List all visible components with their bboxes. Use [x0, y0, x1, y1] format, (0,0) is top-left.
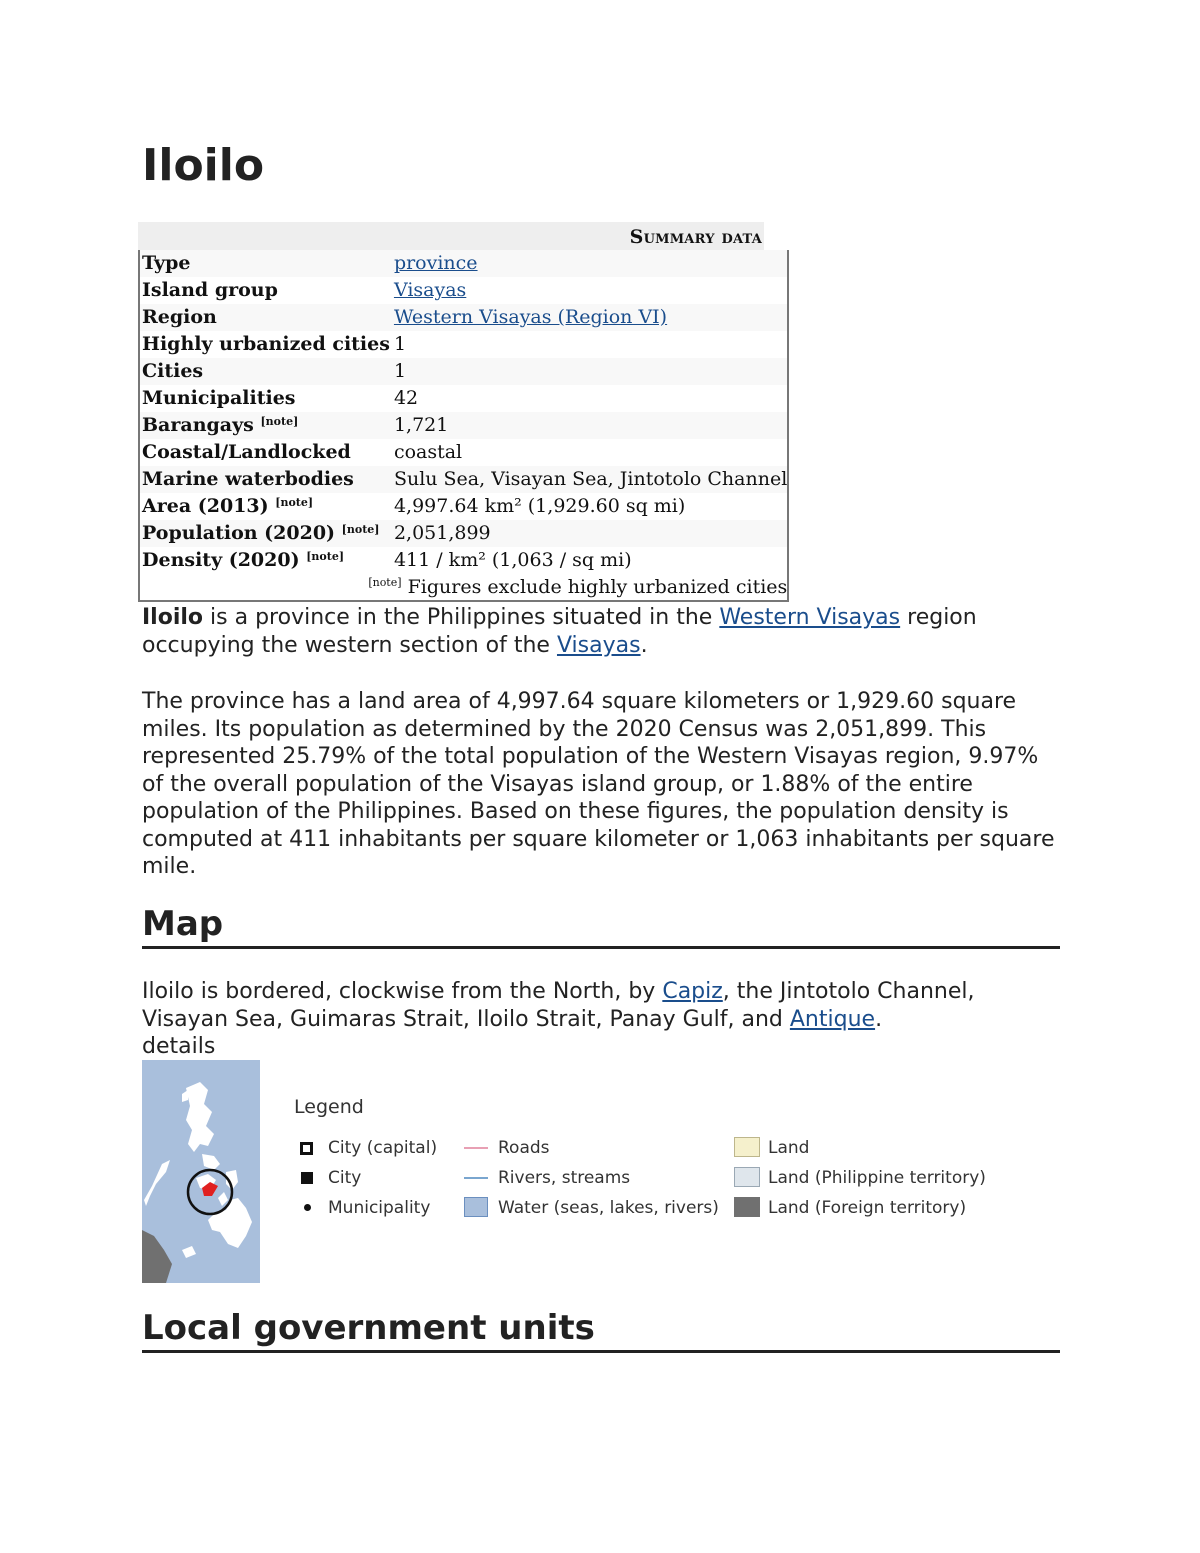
- row-value: Sulu Sea, Visayan Sea, Jintotolo Channel: [390, 466, 788, 493]
- infobox-row: [139, 277, 788, 304]
- infobox-row: [139, 466, 788, 493]
- row-label: Population (2020): [142, 522, 336, 544]
- infobox-row: [139, 493, 788, 520]
- infobox-footnote: Figures exclude highly urbanized cities: [407, 576, 788, 598]
- intro-paragraph: [142, 604, 1060, 659]
- summary-infobox: [138, 222, 788, 602]
- antique-link[interactable]: Antique: [789, 1006, 876, 1032]
- note-marker[interactable]: [note]: [260, 415, 299, 428]
- intro-bold-title: Iloilo: [142, 605, 204, 630]
- legend-item-water: Water (seas, lakes, rivers): [498, 1198, 719, 1218]
- legend-item-city: City: [328, 1168, 362, 1188]
- row-label: Barangays: [142, 414, 254, 436]
- map-legend: [294, 1096, 1014, 1236]
- road-line-icon: [464, 1147, 488, 1149]
- row-label: Coastal/Landlocked: [139, 439, 390, 466]
- borders-text: , the Jintotolo Channel, Visayan Sea, Guimaras Strait, Iloilo Strait, Panay Gulf, and: [142, 979, 975, 1032]
- square-ring-icon: [300, 1142, 313, 1155]
- foreign-territory-swatch-icon: [734, 1197, 760, 1217]
- legend-item-foreign-territory: Land (Foreign territory): [768, 1198, 967, 1218]
- borders-text: Iloilo is bordered, clockwise from the North, by: [142, 979, 663, 1004]
- row-value: coastal: [390, 439, 788, 466]
- legend-item-roads: Roads: [498, 1138, 550, 1158]
- details-text: details: [142, 1034, 216, 1059]
- infobox-row: [139, 250, 788, 277]
- infobox-row: [139, 385, 788, 412]
- intro-text: region occupying the western section of the: [142, 605, 977, 658]
- infobox-row: [139, 304, 788, 331]
- row-label: Highly urbanized cities: [139, 331, 390, 358]
- land-swatch-icon: [734, 1137, 760, 1157]
- row-value: 42: [390, 385, 788, 412]
- row-value: 1,721: [390, 412, 788, 439]
- intro-text: .: [640, 632, 648, 658]
- lgu-heading: Local government units: [142, 1308, 1060, 1353]
- legend-item-municipality: Municipality: [328, 1198, 431, 1218]
- legend-title: Legend: [294, 1096, 364, 1118]
- row-label: Density (2020): [142, 549, 300, 571]
- infobox-row: [139, 412, 788, 439]
- row-label: Region: [139, 304, 390, 331]
- western-visayas-link[interactable]: Western Visayas: [719, 605, 901, 630]
- page-title: Iloilo: [142, 140, 265, 191]
- row-value: 2,051,899: [390, 520, 788, 547]
- row-label: Area (2013): [142, 495, 269, 517]
- row-value: 1: [390, 331, 788, 358]
- note-marker[interactable]: [note]: [341, 523, 380, 536]
- row-label: Marine waterbodies: [139, 466, 390, 493]
- water-swatch-icon: [464, 1197, 488, 1217]
- visayas-link[interactable]: Visayas: [556, 632, 641, 658]
- map-heading: Map: [142, 904, 1060, 949]
- infobox-table: [138, 250, 789, 602]
- philippines-map-icon: [142, 1060, 260, 1283]
- row-label: Type: [139, 250, 390, 277]
- infobox-row: [139, 439, 788, 466]
- river-line-icon: [464, 1177, 488, 1179]
- infobox-row: [139, 358, 788, 385]
- infobox-footer-row: [139, 574, 788, 601]
- infobox-row: [139, 547, 788, 574]
- region-link[interactable]: Western Visayas (Region VI): [393, 306, 668, 328]
- infobox-caption: Summary data: [138, 222, 764, 250]
- borders-paragraph: [142, 978, 1060, 1061]
- infobox-row: [139, 331, 788, 358]
- note-marker[interactable]: [note]: [306, 550, 345, 563]
- locator-map[interactable]: [142, 1060, 260, 1283]
- legend-item-rivers: Rivers, streams: [498, 1168, 631, 1188]
- row-label: Municipalities: [139, 385, 390, 412]
- row-value: 1: [390, 358, 788, 385]
- legend-item-land: Land: [768, 1138, 810, 1158]
- intro-text: is a province in the Philippines situated in the: [203, 605, 720, 630]
- row-label: Island group: [139, 277, 390, 304]
- dot-icon: [304, 1204, 311, 1211]
- legend-item-ph-territory: Land (Philippine territory): [768, 1168, 986, 1188]
- type-link[interactable]: province: [393, 252, 478, 274]
- row-value: 411 / km² (1,063 / sq mi): [390, 547, 788, 574]
- ph-territory-swatch-icon: [734, 1167, 760, 1187]
- population-paragraph: The province has a land area of 4,997.64 square kilometers or 1,929.60 square miles. Its population as determined by the 2020 Census was 2,051,899. This represented 25.79% of the total population of the Western Visayas region, 9.97% of the overall population of the Visayas island group, or 1.88% of the entire population of the Philippines. Based on these figures, the population density is computed at 411 inhabitants per square kilometer or 1,063 inhabitants per square mile.: [142, 689, 1055, 879]
- legend-item-city-capital: City (capital): [328, 1138, 438, 1158]
- infobox-row: [139, 520, 788, 547]
- capiz-link[interactable]: Capiz: [662, 979, 723, 1004]
- note-marker[interactable]: [note]: [275, 496, 314, 509]
- square-icon: [301, 1172, 313, 1184]
- footnote-marker: [note]: [368, 576, 402, 589]
- island-group-link[interactable]: Visayas: [393, 279, 467, 301]
- row-value: 4,997.64 km² (1,929.60 sq mi): [390, 493, 788, 520]
- borders-text: .: [875, 1006, 883, 1032]
- row-label: Cities: [139, 358, 390, 385]
